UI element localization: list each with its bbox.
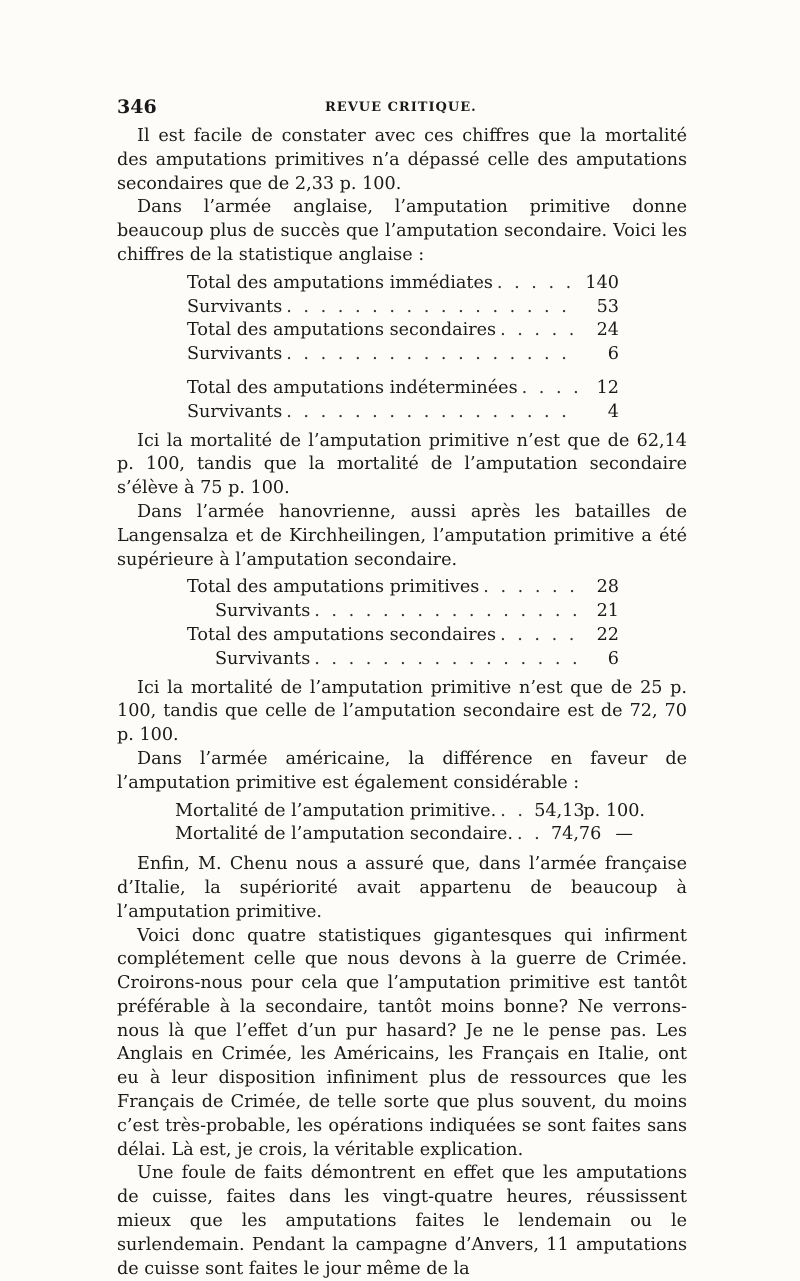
paragraph: Dans l’armée américaine, la différence en faveur de l’amputation primitive est également considérable :	[117, 748, 687, 793]
paragraph: Enfin, M. Chenu nous a assuré que, dans l’armée française d’Italie, la supériorité avait appartenu de beaucoup à l’amputation primitive.	[117, 854, 687, 922]
leader-dots	[500, 800, 530, 824]
row-label: Total des amputations secondaires	[187, 320, 497, 341]
row-label: Survivants	[215, 648, 311, 669]
row-label: Survivants	[215, 601, 311, 622]
row-label: Mortalité de l’amputation primitive.	[175, 800, 497, 821]
row-value: 28	[596, 577, 619, 598]
page-header	[117, 96, 687, 120]
row-label: Survivants	[187, 344, 283, 365]
row-value: 53	[596, 296, 619, 317]
row-value: 74,76	[550, 824, 602, 845]
paragraph: Ici la mortalité de l’amputation primitive n’est que de 62,14 p. 100, tandis que la mortalité de l’amputation secondaire s’élève à 75 p. 100.	[117, 430, 687, 499]
row-value: 6	[607, 344, 619, 365]
table-row	[187, 648, 619, 672]
leader-dots	[286, 401, 579, 425]
row-value: 22	[596, 624, 619, 645]
body-text	[117, 125, 687, 1281]
leader-dots	[314, 648, 579, 672]
row-label: Survivants	[187, 296, 283, 317]
table-row	[187, 624, 619, 648]
table-row	[187, 401, 619, 425]
row-label: Survivants	[187, 401, 283, 422]
row-label: Total des amputations immédiates	[187, 272, 493, 293]
row-value: 24	[596, 320, 619, 341]
leader-dots	[497, 272, 579, 296]
english-statistics-table	[187, 272, 619, 425]
row-label: Total des amputations primitives	[187, 577, 480, 598]
running-title: REVUE CRITIQUE.	[325, 100, 477, 115]
american-statistics-table	[175, 800, 645, 848]
leader-dots	[286, 343, 579, 367]
table-row	[187, 377, 619, 401]
paragraph: Dans l’armée hanovrienne, aussi après les batailles de Langensalza et de Kirchheilingen, l’amputation primitive a été supérieure à l’amputation secondaire.	[117, 501, 687, 570]
table-row	[175, 800, 645, 824]
table-row	[187, 600, 619, 624]
row-label: Total des amputations indéterminées	[187, 377, 518, 398]
row-unit: p. 100.	[583, 800, 645, 821]
row-value: 6	[607, 648, 619, 669]
table-row	[175, 823, 645, 847]
row-unit: —	[615, 824, 633, 845]
leader-dots	[500, 624, 579, 648]
paragraph: Ici la mortalité de l’amputation primitive n’est que de 25 p. 100, tandis que celle de l’amputation secondaire est de 72, 70 p. 100.	[117, 677, 687, 746]
table-row	[187, 343, 619, 367]
leader-dots	[522, 377, 579, 401]
leader-dots	[286, 296, 579, 320]
table-row	[187, 296, 619, 320]
row-label: Mortalité de l’amputation secondaire.	[175, 824, 513, 845]
leader-dots	[500, 319, 579, 343]
page-number: 346	[117, 96, 157, 118]
row-value: 12	[596, 377, 619, 398]
leader-dots	[314, 600, 579, 624]
row-value: 21	[596, 601, 619, 622]
table-row	[187, 272, 619, 296]
leader-dots	[483, 576, 579, 600]
paragraph: Il est facile de constater avec ces chiffres que la mortalité des amputations primitives n’a dépassé celle des amputations secondaires que de 2,33 p. 100.	[117, 126, 687, 194]
paragraph: Voici donc quatre statistiques gigantesques qui infirment complétement celle que nous devons à la guerre de Crimée. Croirons-nous pour cela que l’amputation primitive est tantôt préférable à la secondaire, tantôt moins bonne? Ne verrons-nous là que l’effet d’un pur hasard? Je ne le pense pas. Les Anglais en Crimée, les Américains, les Français en Italie, ont eu à leur disposition infiniment plus de ressources que les Français de Crimée, de telle sorte que plus souvent, du moins c’est très-probable, les opérations indiquées se sont faites sans délai. Là est, je crois, la véritable explication.	[117, 925, 687, 1160]
row-label: Total des amputations secondaires	[187, 624, 497, 645]
table-row	[187, 319, 619, 343]
hanover-statistics-table	[187, 576, 619, 671]
row-value: 4	[607, 401, 619, 422]
row-value: 54,13	[534, 800, 585, 821]
table-row	[187, 576, 619, 600]
paragraph: Dans l’armée anglaise, l’amputation primitive donne beaucoup plus de succès que l’amputation secondaire. Voici les chiffres de la statistique anglaise :	[117, 197, 687, 265]
row-value: 140	[585, 272, 619, 293]
leader-dots	[517, 823, 547, 847]
paragraph: Une foule de faits démontrent en effet que les amputations de cuisse, faites dans les vingt-quatre heures, réussissent mieux que les amputations faites le lendemain ou le surlendemain. Pendant la campagne d’Anvers, 11 amputations de cuisse sont faites le jour même de la	[117, 1163, 687, 1279]
